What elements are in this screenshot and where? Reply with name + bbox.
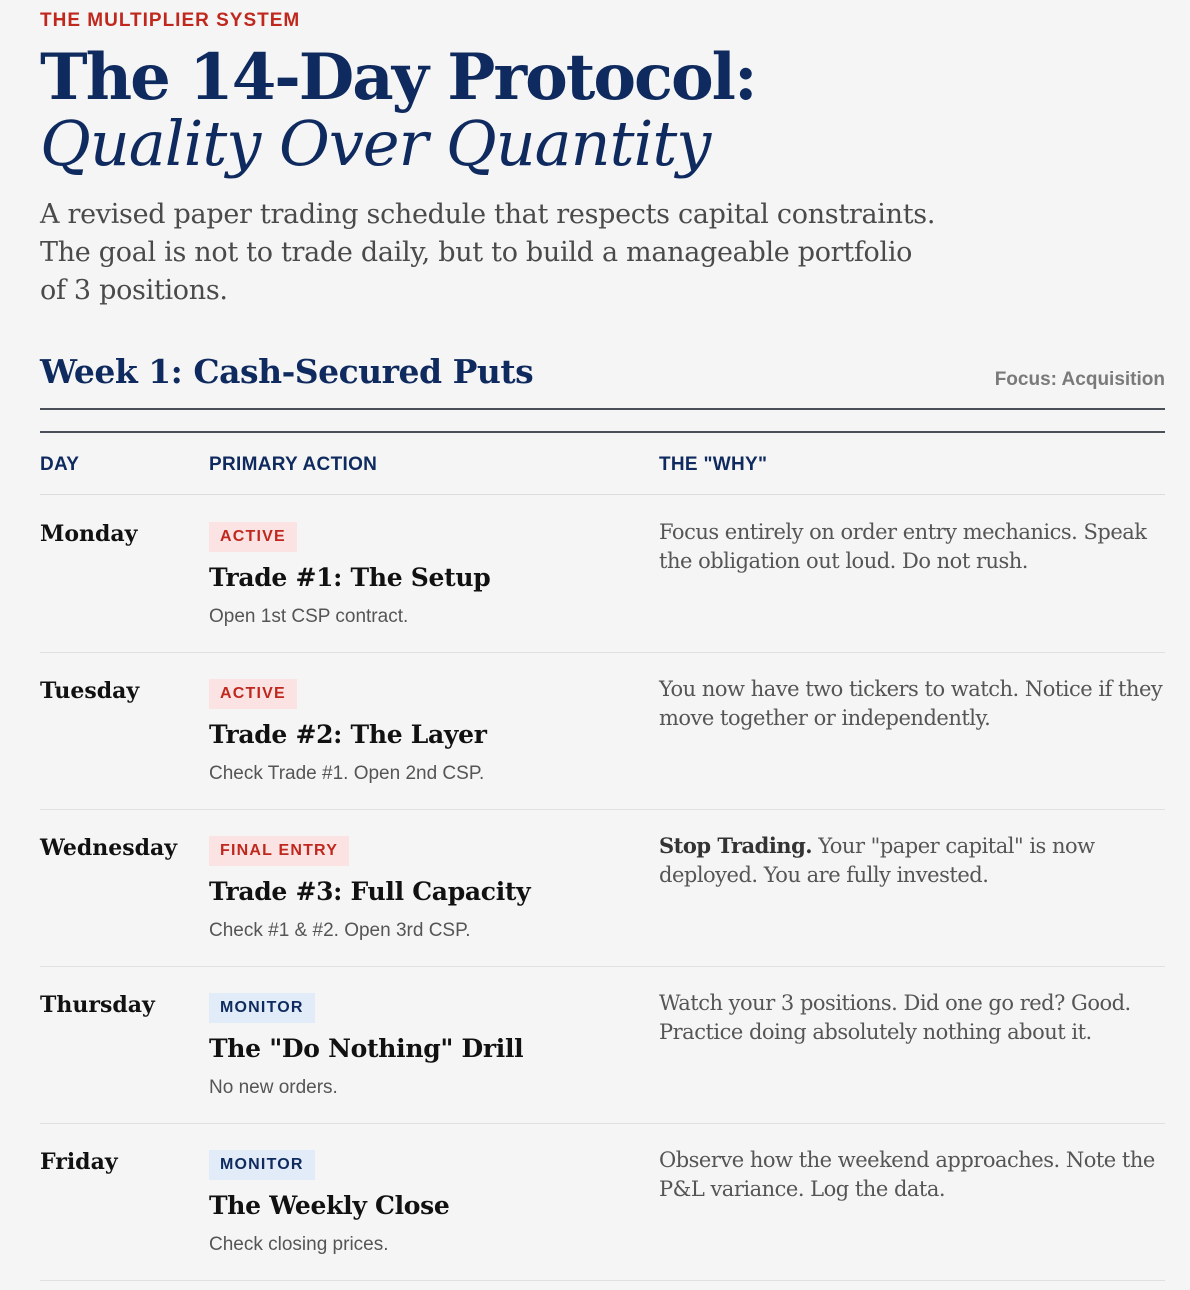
column-header-why: THE "WHY" xyxy=(659,454,768,475)
status-badge: MONITOR xyxy=(209,993,315,1023)
status-badge: FINAL ENTRY xyxy=(209,836,349,866)
why-lead: Stop Trading. xyxy=(659,833,813,858)
section-divider xyxy=(40,408,1165,410)
why-text xyxy=(659,831,1169,890)
why-body: Watch your 3 positions. Did one go red? Good. Practice doing absolutely nothing about it. xyxy=(659,991,1131,1044)
action-title: The "Do Nothing" Drill xyxy=(209,1034,524,1063)
table-row xyxy=(40,809,1165,967)
intro-paragraph: A revised paper trading schedule that respects capital constraints. The goal is not to trade daily, but to build a manageable portfolio of 3 positions. xyxy=(40,199,936,306)
eyebrow-label: THE MULTIPLIER SYSTEM xyxy=(40,10,301,31)
week-title: Week 1: Cash-Secured Puts xyxy=(40,352,534,391)
page-subtitle: Quality Over Quantity xyxy=(40,107,711,180)
action-description: No new orders. xyxy=(209,1077,338,1098)
action-title: Trade #2: The Layer xyxy=(209,720,487,749)
day-label: Monday xyxy=(40,521,138,547)
table-row xyxy=(40,1123,1165,1281)
status-badge: ACTIVE xyxy=(209,522,297,552)
why-body: Your "paper capital" is now deployed. You are fully invested. xyxy=(659,834,1095,887)
day-label: Tuesday xyxy=(40,678,140,704)
action-description: Check #1 & #2. Open 3rd CSP. xyxy=(209,920,471,941)
why-text xyxy=(659,1145,1169,1204)
column-header-primary-action: PRIMARY ACTION xyxy=(209,454,378,475)
table-row xyxy=(40,966,1165,1124)
column-header-day: DAY xyxy=(40,454,80,475)
action-description: Check closing prices. xyxy=(209,1234,389,1255)
why-text xyxy=(659,517,1169,576)
day-label: Thursday xyxy=(40,992,155,1018)
day-label: Wednesday xyxy=(40,835,178,861)
status-badge: MONITOR xyxy=(209,1150,315,1180)
why-text xyxy=(659,988,1169,1047)
page-title: The 14-Day Protocol: xyxy=(40,40,756,115)
action-title: Trade #3: Full Capacity xyxy=(209,877,531,906)
why-body: Observe how the weekend approaches. Note the P&L variance. Log the data. xyxy=(659,1148,1155,1201)
action-title: Trade #1: The Setup xyxy=(209,563,491,592)
why-body: You now have two tickers to watch. Notice if they move together or independently. xyxy=(659,677,1163,730)
action-title: The Weekly Close xyxy=(209,1191,450,1220)
table-row xyxy=(40,495,1165,653)
status-badge: ACTIVE xyxy=(209,679,297,709)
day-label: Friday xyxy=(40,1149,118,1175)
action-description: Open 1st CSP contract. xyxy=(209,606,409,627)
action-description: Check Trade #1. Open 2nd CSP. xyxy=(209,763,485,784)
week-focus-label: Focus: Acquisition xyxy=(994,369,1165,390)
table-top-border xyxy=(40,431,1165,433)
table-row xyxy=(40,652,1165,810)
why-text xyxy=(659,674,1169,733)
why-body: Focus entirely on order entry mechanics. Speak the obligation out loud. Do not rush. xyxy=(659,520,1147,573)
